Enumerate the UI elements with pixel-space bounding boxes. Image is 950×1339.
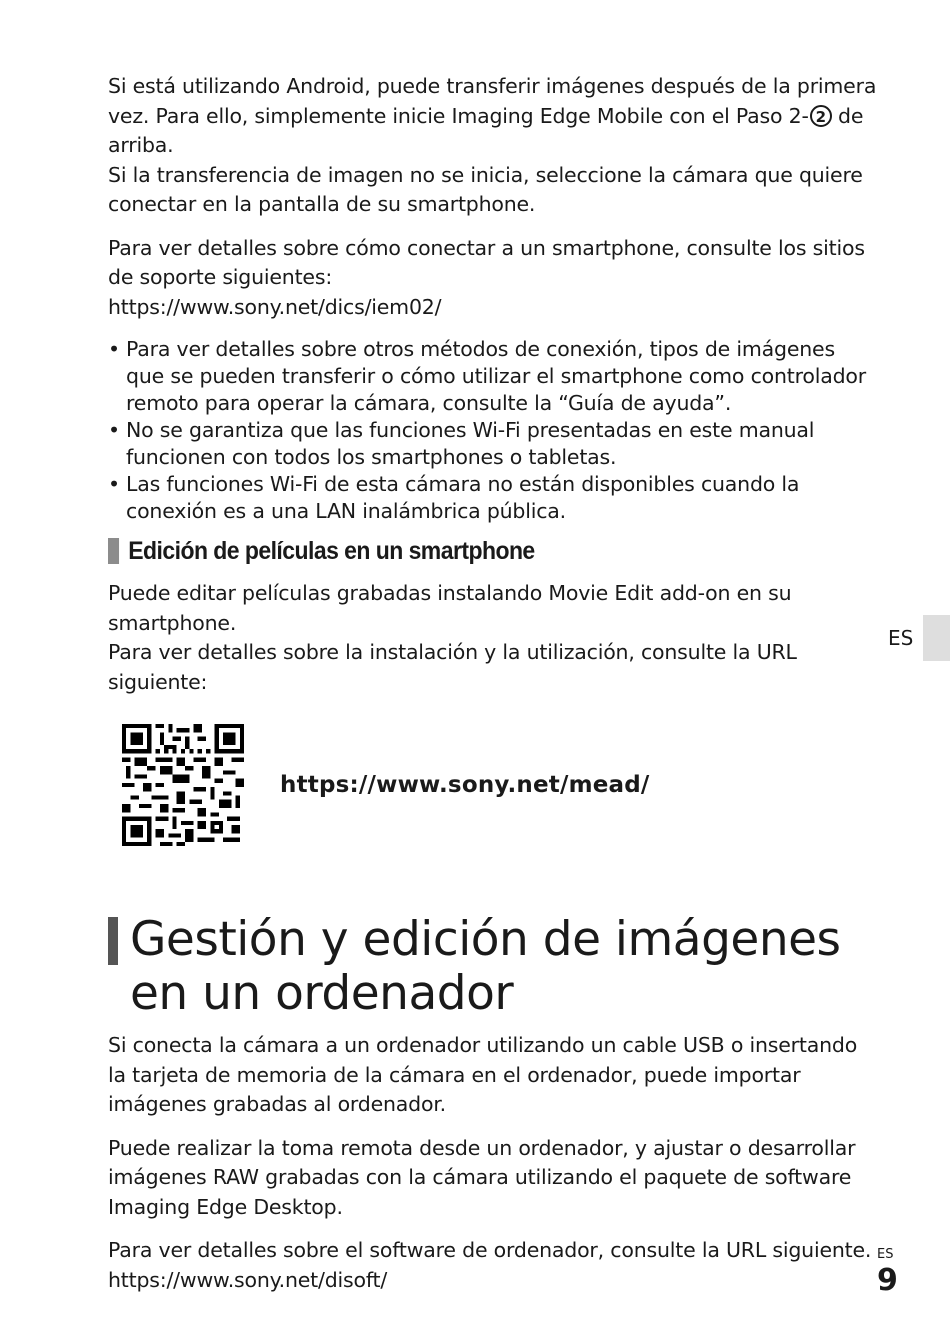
movie-edit-heading: Edición de películas en un smartphone: [108, 535, 816, 567]
pc-software-text: Para ver detalles sobre el software de ordenador, consulte la URL siguiente.: [108, 1238, 872, 1262]
step-number-circle: 2: [810, 105, 832, 127]
support-paragraph: [108, 234, 878, 323]
android-transfer-paragraph: [108, 72, 878, 220]
movie-edit-paragraph: [108, 579, 878, 697]
pc-section-heading: [108, 913, 878, 1021]
notes-list: [108, 336, 878, 525]
pc-heading-line2: en un ordenador: [130, 966, 514, 1021]
page-content: [108, 72, 878, 1309]
pc-software-paragraph: [108, 1236, 878, 1295]
movie-edit-url[interactable]: https://www.sony.net/mead/: [280, 772, 650, 798]
footer-language: ES: [877, 1247, 894, 1262]
pc-import-paragraph: Si conecta la cámara a un ordenador utilizando un cable USB o insertando la tarjeta de memoria de la cámara en el ordenador, puede importar imágenes grabadas al ordenador.: [108, 1033, 858, 1116]
android-text: Si está utilizando Android, puede transferir imágenes después de la primera vez. Para ello, simplemente inicie Imaging Edge Mobile con el Paso 2-: [108, 74, 877, 128]
transfer-fallback-text: Si la transferencia de imagen no se inicia, seleccione la cámara que quiere conectar en la pantalla de su smartphone.: [108, 162, 863, 216]
pc-remote-paragraph: Puede realizar la toma remota desde un ordenador, y ajustar o desarrollar imágenes RAW grabadas con la cámara utilizando el paquete de software Imaging Edge Desktop.: [108, 1135, 856, 1219]
android-text-tail: de arriba.: [108, 103, 864, 157]
movie-edit-text: Puede editar películas grabadas instalando Movie Edit add-on en su smartphone.: [108, 581, 792, 635]
list-item: • Las funciones Wi-Fi de esta cámara no están disponibles cuando la conexión es a una LAN inalámbrica pública.: [108, 471, 878, 525]
qr-code-icon: [122, 724, 244, 846]
movie-edit-install-text: Para ver detalles sobre la instalación y la utilización, consulte la URL siguiente:: [108, 640, 797, 694]
pc-software-url[interactable]: https://www.sony.net/disoft/: [108, 1267, 388, 1292]
qr-row: [122, 723, 878, 847]
list-item: • No se garantiza que las funciones Wi-Fi presentadas en este manual funcionen con todos los smartphones o tabletas.: [108, 417, 878, 471]
support-url[interactable]: https://www.sony.net/dics/iem02/: [108, 294, 442, 319]
list-item: • Para ver detalles sobre otros métodos de conexión, tipos de imágenes que se pueden transferir o cómo utilizar el smartphone como controlador remoto para operar la cámara, consulte la “Guía de ayuda”.: [108, 336, 878, 417]
language-side-label: ES: [888, 626, 914, 650]
page-number: 9: [877, 1263, 898, 1298]
pc-heading-line1: Gestión y edición de imágenes: [130, 912, 841, 967]
support-text: Para ver detalles sobre cómo conectar a un smartphone, consulte los sitios de soporte siguientes:: [108, 235, 865, 289]
language-side-tab: [923, 615, 950, 661]
